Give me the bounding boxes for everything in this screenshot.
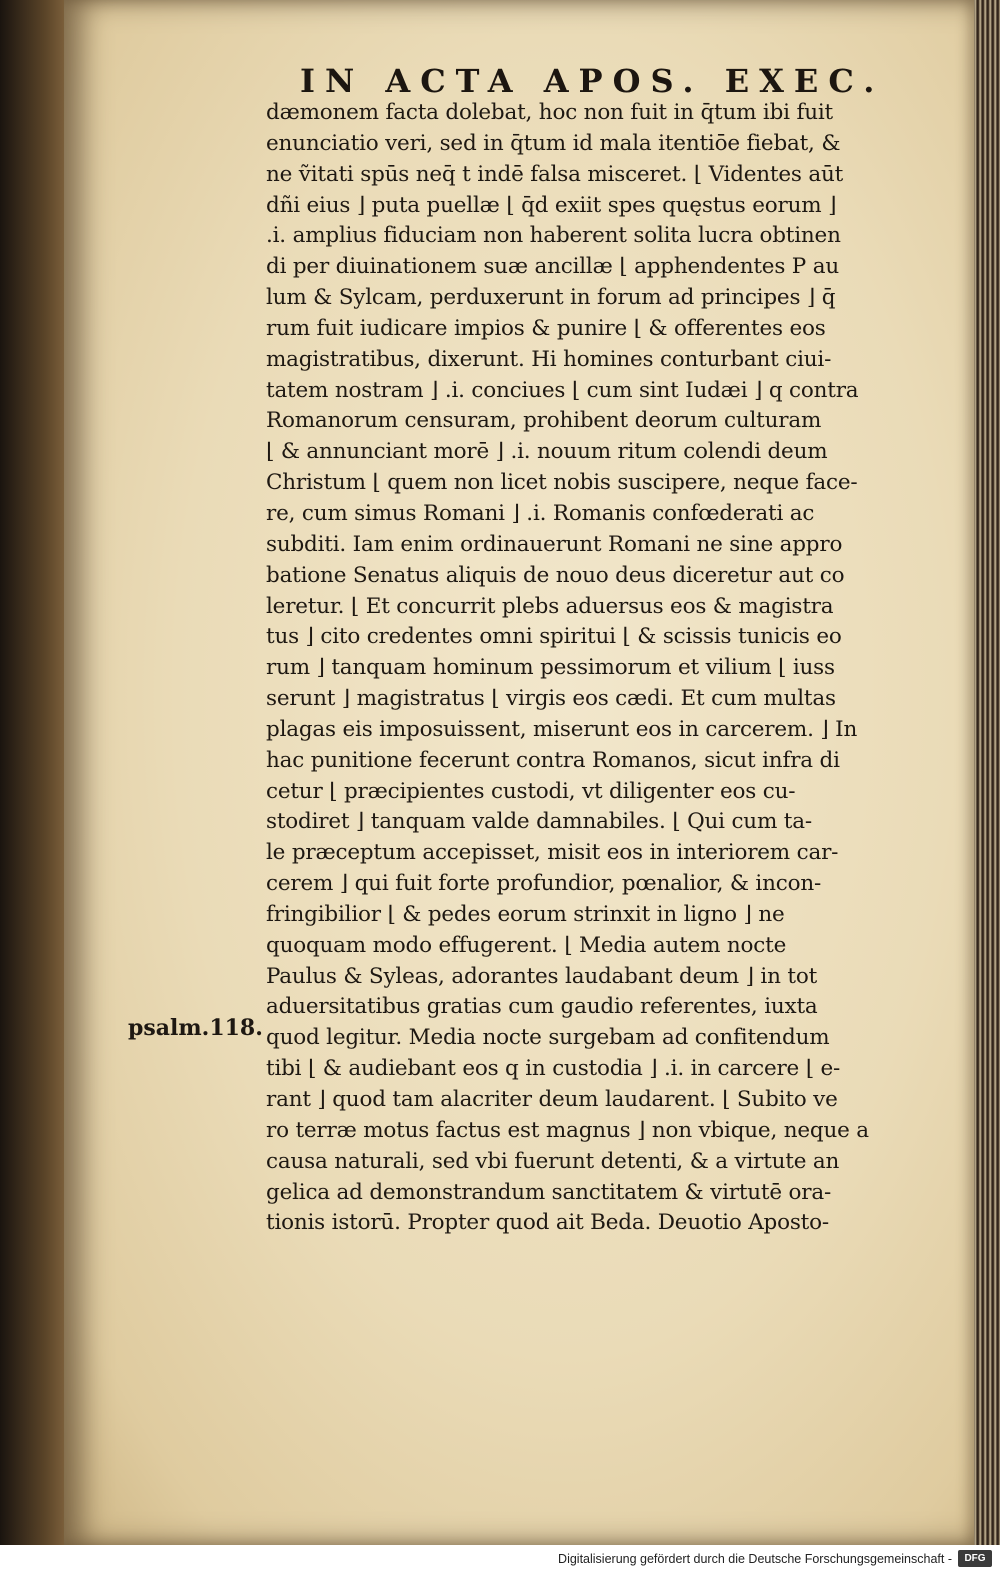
text-line: fringibilior ⌊ & pedes eorum strinxit in ligno ⌋ ne — [266, 901, 785, 927]
text-line: quod legitur. Media nocte surgebam ad confitendum — [266, 1025, 830, 1051]
text-line: tionis istorū. Propter quod ait Beda. Deuotio Aposto- — [266, 1210, 829, 1236]
marginal-note: psalm.118. — [128, 1015, 263, 1041]
book-spine — [0, 0, 64, 1578]
text-line: hac punitione fecerunt contra Romanos, sicut infra di — [266, 747, 840, 773]
text-line: le præceptum accepisset, misit eos in interiorem car- — [266, 840, 839, 866]
text-line: .i. amplius fiduciam non haberent solita lucra obtinen — [266, 223, 841, 249]
text-line: ⌊ & annunciant morē ⌋ .i. nouum ritum colendi deum — [266, 439, 828, 465]
footer-credit: Digitalisierung gefördert durch die Deutsche Forschungsgemeinschaft - — [558, 1552, 952, 1566]
text-line: plagas eis imposuissent, miserunt eos in carcerem. ⌋ In — [266, 716, 858, 742]
text-line: magistratibus, dixerunt. Hi homines conturbant ciui- — [266, 346, 832, 372]
text-line: rant ⌋ quod tam alacriter deum laudarent. ⌊ Subito ve — [266, 1087, 838, 1112]
running-head: IN ACTA APOS. EXEC. — [300, 62, 885, 100]
text-line: stodiret ⌋ tanquam valde damnabiles. ⌊ Qui cum ta- — [266, 809, 812, 835]
text-line: re, cum simus Romani ⌋ .i. Romanis confœderati ac — [266, 500, 815, 526]
text-line: tibi ⌊ & audiebant eos q in custodia ⌋ .i. in carcere ⌊ e- — [266, 1056, 841, 1082]
text-line: ro terræ motus factus est magnus ⌋ non vbique, neque a — [266, 1117, 869, 1143]
text-line: gelica ad demonstrandum sanctitatem & virtutē ora- — [266, 1179, 832, 1205]
text-line: dñi eius ⌋ puta puellæ ⌊ q̄d exiit spes quęstus eorum ⌋ — [266, 192, 837, 218]
text-block — [266, 98, 934, 1239]
text-line: di per diuinationem suæ ancillæ ⌊ apphendentes P au — [266, 254, 839, 280]
text-line: ne ṽitati spūs neq̄ t indē falsa misceret. ⌊ Videntes aūt — [266, 161, 844, 187]
text-line: cetur ⌊ præcipientes custodi, vt diligenter eos cu- — [266, 778, 796, 804]
text-line: dæmonem facta dolebat, hoc non fuit in q̄tum ibi fuit — [266, 100, 833, 125]
text-line: leretur. ⌊ Et concurrit plebs aduersus eos & magistra — [266, 593, 834, 619]
text-line: aduersitatibus gratias cum gaudio referentes, iuxta — [266, 994, 818, 1020]
text-line: rum ⌋ tanquam hominum pessimorum et vilium ⌊ iuss — [266, 655, 835, 681]
text-line: Romanorum censuram, prohibent deorum culturam — [266, 408, 822, 434]
text-line: cerem ⌋ qui fuit forte profundior, pœnalior, & incon- — [266, 871, 822, 897]
text-line: tatem nostram ⌋ .i. conciues ⌊ cum sint Iudæi ⌋ q contra — [266, 377, 859, 403]
text-line: tus ⌋ cito credentes omni spiritui ⌊ & scissis tunicis eo — [266, 624, 842, 650]
text-line: lum & Sylcam, perduxerunt in forum ad principes ⌋ q̄ — [266, 285, 836, 311]
dfg-logo: DFG — [958, 1550, 992, 1567]
text-line: enunciatio veri, sed in q̄tum id mala itentiōe fiebat, & — [266, 130, 841, 156]
text-line: batione Senatus aliquis de nouo deus diceretur aut co — [266, 562, 845, 588]
text-line: Christum ⌊ quem non licet nobis suscipere, neque face- — [266, 470, 858, 496]
text-line: subditi. Iam enim ordinauerunt Romani ne sine appro — [266, 531, 843, 557]
text-line: rum fuit iudicare impios & punire ⌊ & offerentes eos — [266, 315, 826, 341]
text-line: causa naturali, sed vbi fuerunt detenti, & a virtute an — [266, 1148, 840, 1174]
page-edges — [972, 0, 1000, 1545]
text-line: quoquam modo effugerent. ⌊ Media autem nocte — [266, 932, 787, 958]
text-line: Paulus & Syleas, adorantes laudabant deum ⌋ in tot — [266, 963, 818, 989]
text-line: serunt ⌋ magistratus ⌊ virgis eos cædi. Et cum multas — [266, 686, 836, 712]
